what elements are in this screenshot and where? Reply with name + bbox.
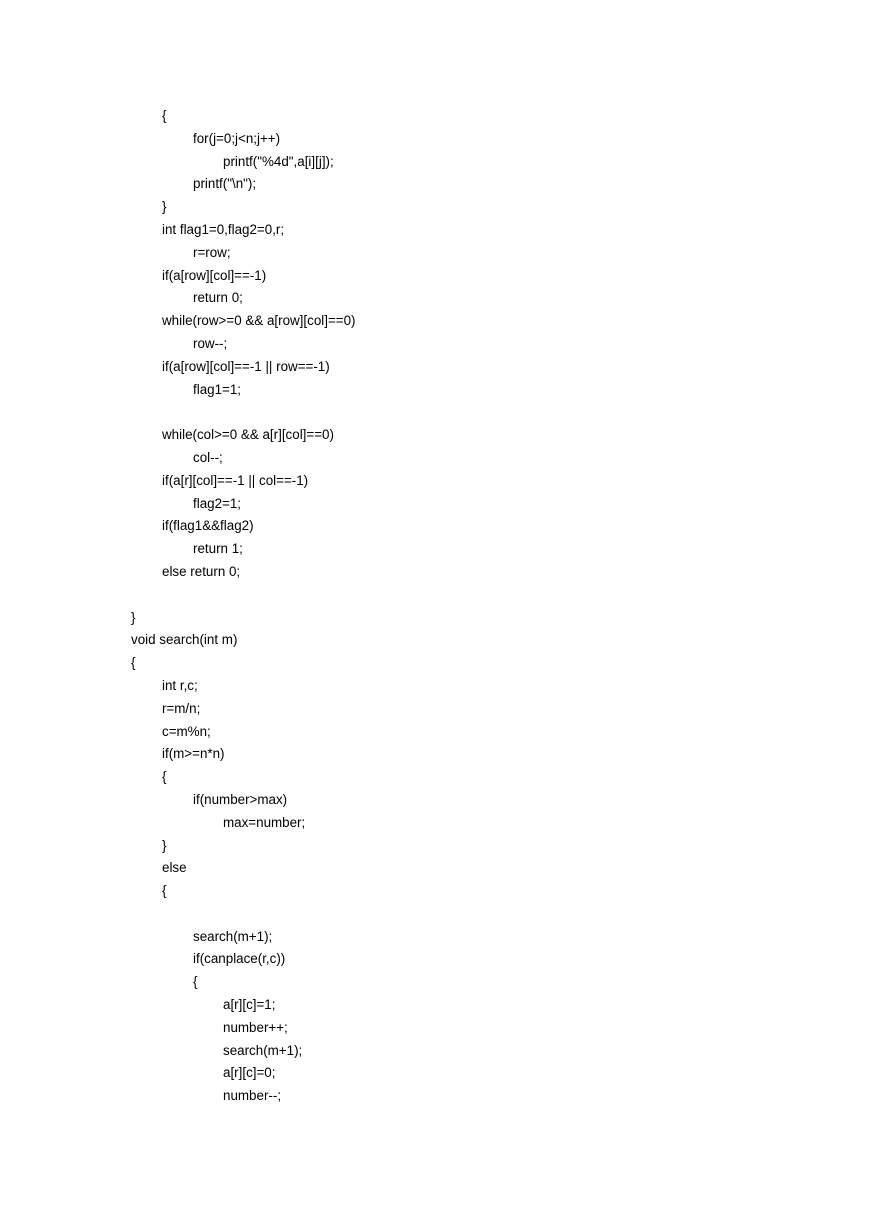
code-line: { xyxy=(162,108,167,123)
code-line: else xyxy=(162,860,187,876)
code-line: return 0; xyxy=(193,290,243,306)
code-line: int flag1=0,flag2=0,r; xyxy=(162,221,285,237)
code-line: while(col>=0 && a[r][col]==0) xyxy=(162,427,334,443)
code-line: if(m>=n*n) xyxy=(162,746,225,762)
code-line: } xyxy=(131,609,136,625)
code-line: { xyxy=(131,655,136,671)
code-line: c=m%n; xyxy=(162,723,211,739)
code-line: r=m/n; xyxy=(162,700,201,716)
code-line: max=number; xyxy=(223,814,306,830)
code-line: } xyxy=(162,837,167,853)
code-line: if(a[row][col]==-1 || row==-1) xyxy=(162,358,330,374)
code-line: for(j=0;j<n;j++) xyxy=(193,130,281,146)
code-line: if(flag1&&flag2) xyxy=(162,518,254,534)
code-line: flag2=1; xyxy=(193,495,242,511)
code-line: a[r][c]=0; xyxy=(223,1065,276,1081)
code-line: printf("\n"); xyxy=(193,176,257,192)
code-block xyxy=(131,105,831,1108)
code-line: } xyxy=(162,199,167,215)
code-line: if(a[row][col]==-1) xyxy=(162,267,267,283)
code-line: a[r][c]=1; xyxy=(223,997,276,1013)
code-line: r=row; xyxy=(193,244,231,260)
code-line: col--; xyxy=(193,449,223,465)
code-line: else return 0; xyxy=(162,563,241,579)
code-line: void search(int m) xyxy=(131,632,238,648)
code-line: return 1; xyxy=(193,541,243,557)
code-line: { xyxy=(162,769,167,785)
code-line: if(number>max) xyxy=(193,791,288,807)
blank-line xyxy=(131,584,831,607)
code-line: number--; xyxy=(223,1088,282,1104)
code-line: while(row>=0 && a[row][col]==0) xyxy=(162,313,356,329)
code-line: if(a[r][col]==-1 || col==-1) xyxy=(162,472,309,488)
code-line: int r,c; xyxy=(162,677,198,693)
code-line: { xyxy=(193,974,198,990)
code-line: search(m+1); xyxy=(193,928,273,944)
code-line: flag1=1; xyxy=(193,381,242,397)
code-line: number++; xyxy=(223,1019,288,1035)
blank-line xyxy=(131,903,831,926)
code-line: { xyxy=(162,883,167,899)
code-line: search(m+1); xyxy=(223,1042,303,1058)
code-line: if(canplace(r,c)) xyxy=(193,951,286,967)
blank-line xyxy=(131,401,831,424)
code-line: printf("%4d",a[i][j]); xyxy=(223,153,334,169)
code-line: row--; xyxy=(193,335,228,351)
